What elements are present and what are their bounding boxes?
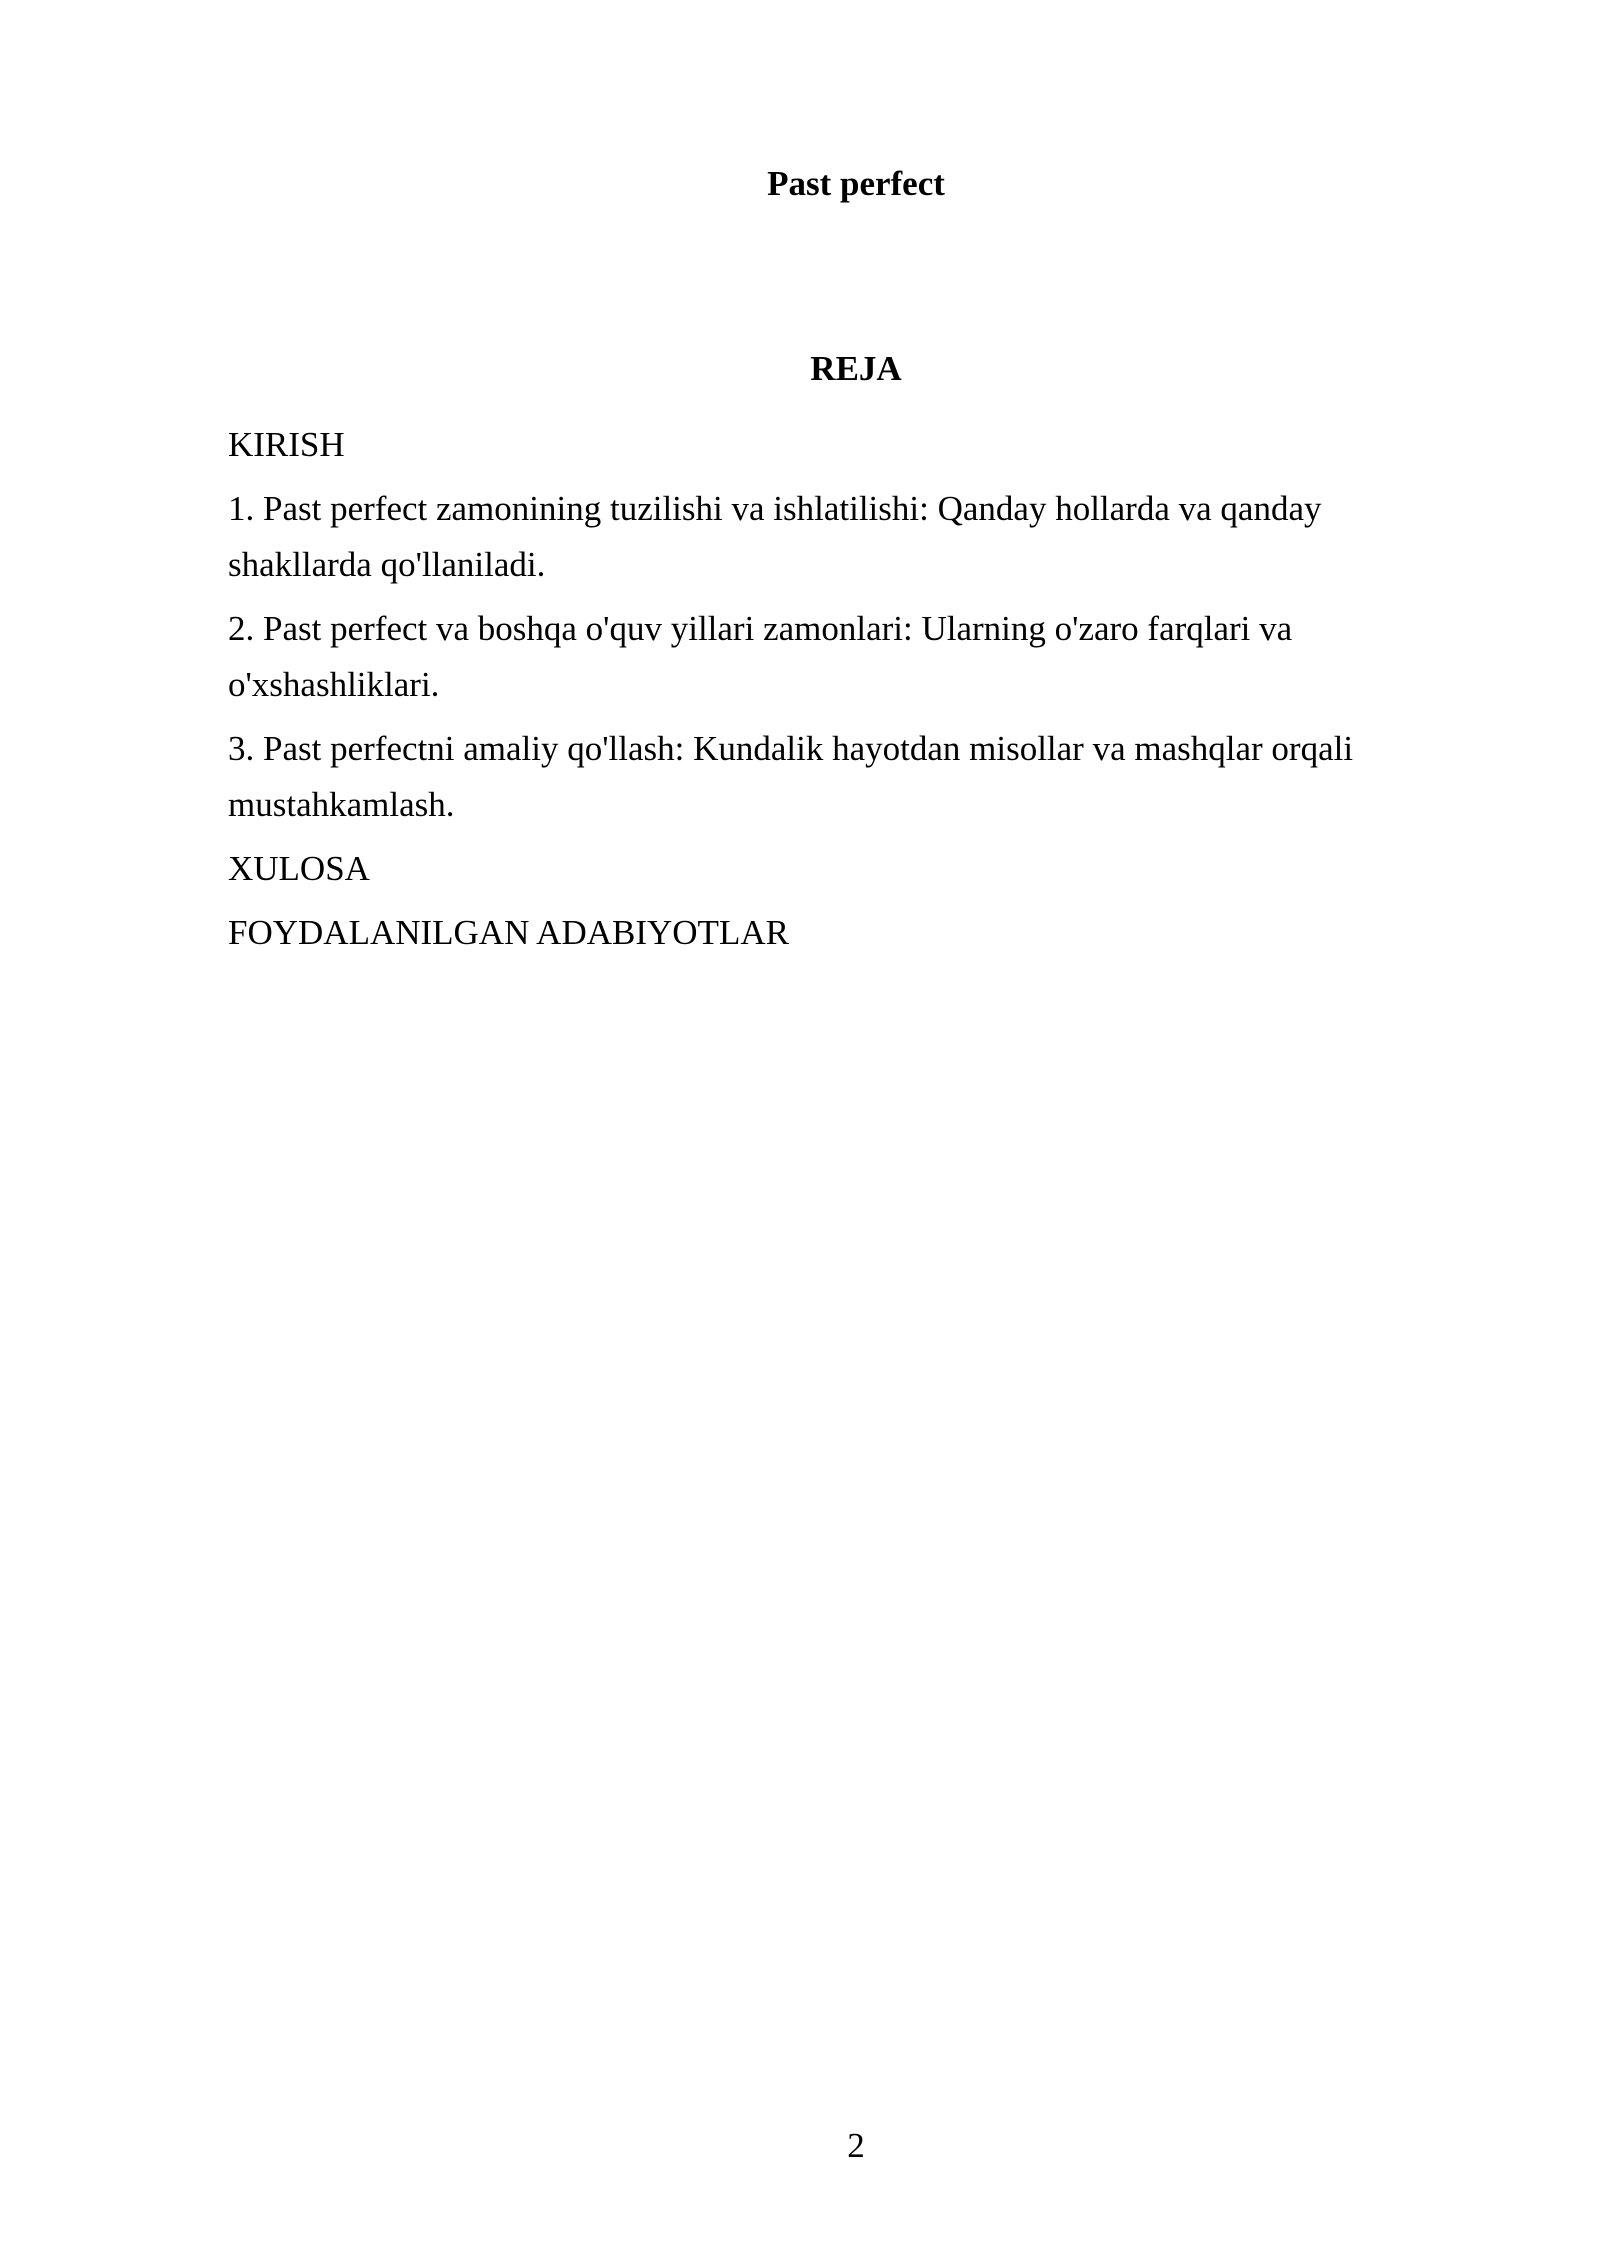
document-title: Past perfect [767, 164, 945, 203]
plan-list [228, 417, 1458, 969]
plan-item-1: 1. Past perfect zamonining tuzilishi va ishlatilishi: Qanday hollarda va qanday shakllarda qo'llaniladi. [228, 489, 1322, 584]
plan-item-2: 2. Past perfect va boshqa o'quv yillari zamonlari: Ularning o'zaro farqlari va o'xshashliklari. [228, 609, 1293, 704]
plan-item-introduction: KIRISH [228, 425, 345, 464]
plan-item-references: FOYDALANILGAN ADABIYOTLAR [228, 913, 789, 952]
page-number: 2 [847, 2126, 865, 2165]
plan-item-conclusion: XULOSA [228, 849, 370, 888]
plan-heading: REJA [810, 349, 902, 388]
plan-item-3: 3. Past perfectni amaliy qo'llash: Kundalik hayotdan misollar va mashqlar orqali mustahkamlash. [228, 729, 1354, 824]
